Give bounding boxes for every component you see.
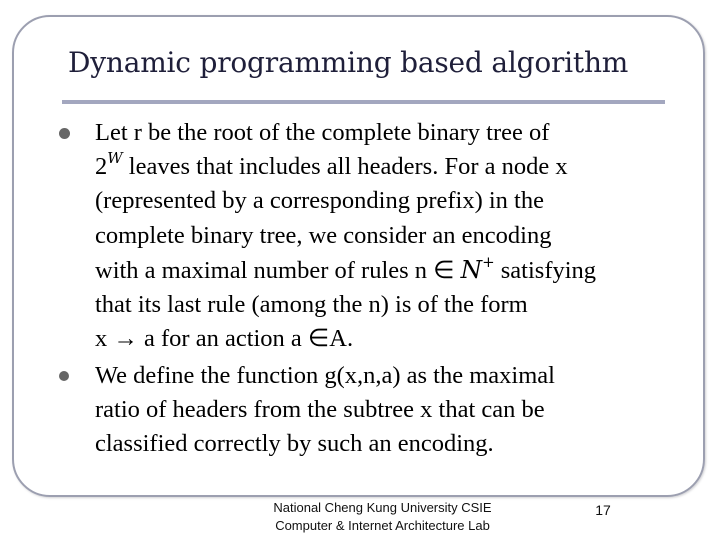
bullet-1-line-1: Let r be the root of the complete binary tree of [95, 119, 550, 146]
bullet-1-line-5 [95, 253, 675, 288]
power-base: 2 [95, 153, 108, 181]
title-underline [62, 100, 665, 104]
set-superscript-plus: + [482, 252, 495, 271]
bullet-1-line-6: that its last rule (among the n) is of the form [95, 291, 528, 319]
bullet-dot-1 [59, 128, 70, 139]
bullet-1-line-7: x → a for an action a ∈A. [95, 325, 354, 353]
power-exponent-w: W [107, 149, 123, 168]
bullet-1-line-2-text: leaves that includes all headers. For a node x [122, 153, 568, 181]
bullet-1-line-2 [95, 150, 675, 184]
page-number: 17 [595, 502, 611, 518]
bullet-1-line-4: complete binary tree, we consider an encoding [95, 221, 552, 249]
bullet-2-line-3: classified correctly by such an encoding. [95, 430, 494, 458]
bullet-dot-2 [59, 371, 69, 381]
bullet-2-line-1: We define the function g(x,n,a) as the maximal [95, 362, 555, 389]
set-symbol-n: N [460, 254, 483, 284]
bullet-paragraph-1 [95, 116, 675, 356]
bullet-1-line-5-text: with a maximal number of rules n ∈ [95, 256, 461, 284]
footer-line-2: Computer & Internet Architecture Lab [275, 518, 490, 533]
footer-line-1: National Cheng Kung University CSIE [273, 500, 492, 515]
footer-affiliation [250, 499, 515, 535]
bullet-1-line-5-tail: satisfying [494, 256, 597, 284]
bullet-paragraph-2 [95, 359, 675, 462]
bullet-1-line-3: (represented by a corresponding prefix) in the [95, 187, 544, 215]
slide-title: Dynamic programming based algorithm [68, 46, 629, 79]
bullet-2-line-2: ratio of headers from the subtree x that can be [95, 396, 545, 424]
